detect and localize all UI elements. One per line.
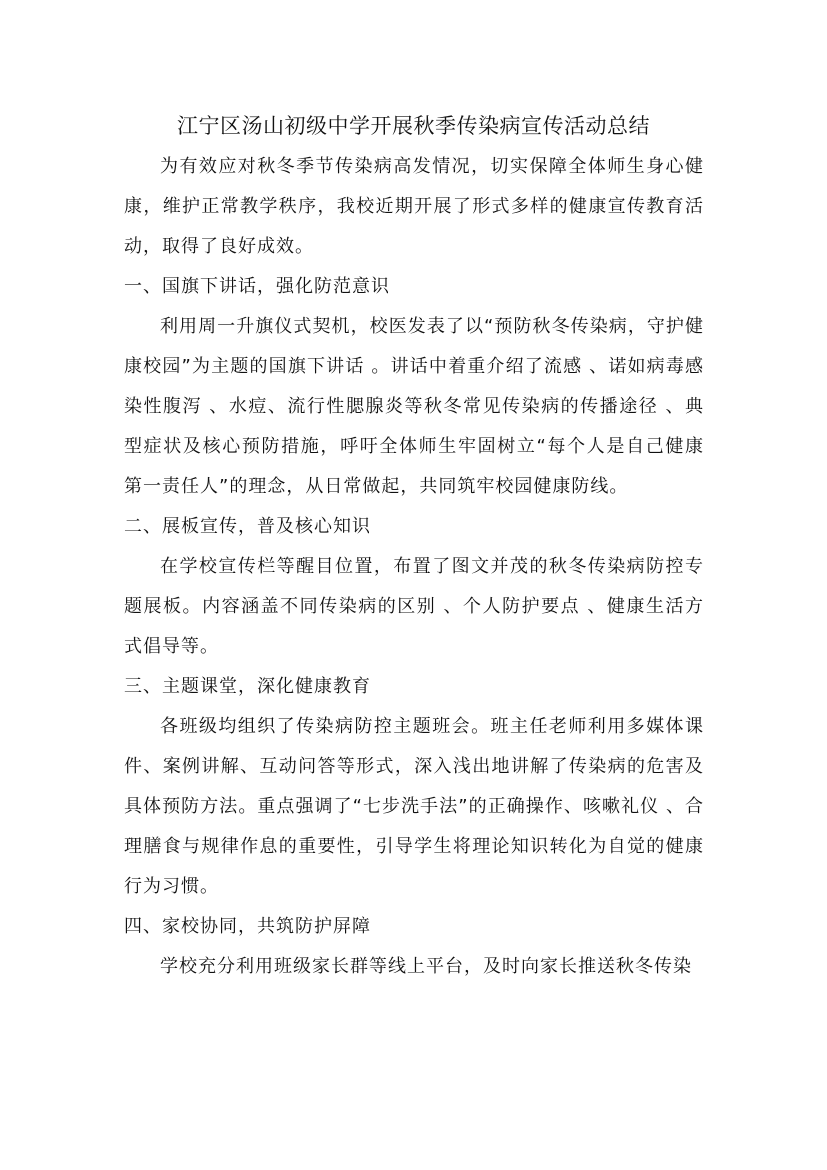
section-paragraph-2: 在学校宣传栏等醒目位置，布置了图文并茂的秋冬传染病防控专题展板。内容涵盖不同传染病的区别 、个人防护要点 、健康生活方式倡导等。 <box>124 556 704 657</box>
document-title: 江宁区汤山初级中学开展秋季传染病宣传活动总结 <box>177 114 650 138</box>
document-body <box>124 147 704 987</box>
section-heading-2: 二、展板宣传，普及核心知识 <box>124 516 371 537</box>
section-heading-1: 一、国旗下讲话，强化防范意识 <box>124 276 390 297</box>
section-heading-4: 四、家校协同，共筑防护屏障 <box>124 916 371 937</box>
intro-paragraph: 为有效应对秋冬季节传染病高发情况，切实保障全体师生身心健康，维护正常教学秩序，我校近期开展了形式多样的健康宣传教育活动，取得了良好成效。 <box>124 156 704 257</box>
section-paragraph-3: 各班级均组织了传染病防控主题班会。班主任老师利用多媒体课件、案例讲解、互动问答等形式，深入浅出地讲解了传染病的危害及具体预防方法。重点强调了“七步洗手法”的正确操作、咳嗽礼仪 、合理膳食与规律作息的重要性，引导学生将理论知识转化为自觉的健康行为习惯。 <box>124 716 704 897</box>
section-paragraph-4: 学校充分利用班级家长群等线上平台，及时向家长推送秋冬传染 <box>160 956 692 977</box>
section-heading-3: 三、主题课堂，深化健康教育 <box>124 676 371 697</box>
section-paragraph-1: 利用周一升旗仪式契机，校医发表了以“预防秋冬传染病，守护健康校园”为主题的国旗下讲话 。讲话中着重介绍了流感 、诺如病毒感染性腹泻 、水痘、流行性腮腺炎等秋冬常见传染病的传播途径 、典型症状及核心预防措施，呼吁全体师生牢固树立“每个人是自己健康第一责任人”的理念，从日常做起，共同筑牢校园健康防线。 <box>124 316 704 497</box>
